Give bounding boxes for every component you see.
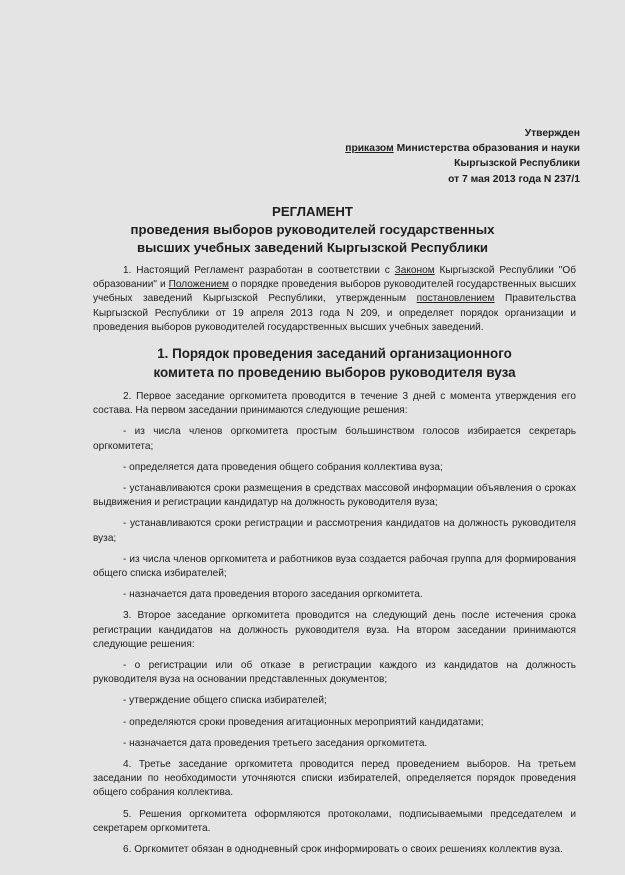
- list-item: - определяется дата проведения общего собрания коллектива вуза;: [123, 461, 443, 473]
- section-heading-line-2: комитета по проведению выборов руководителя вуза: [153, 365, 516, 381]
- approval-line-4: от 7 мая 2013 года N 237/1: [448, 173, 580, 185]
- list-item: - устанавливаются сроки регистрации и рассмотрения кандидатов на должность руководителя вуза;: [93, 518, 576, 544]
- approval-line-3: Кыргызской Республики: [454, 158, 580, 170]
- regulation-link[interactable]: Положением: [168, 279, 229, 291]
- paragraph-2: 2. Первое заседание оргкомитета проводится в течение 3 дней с момента утверждения его состава. На первом заседании принимаются следующие решения:: [93, 391, 576, 417]
- paragraph-6: 6. Оргкомитет обязан в однодневный срок информировать о своих решениях коллектив вуза.: [123, 844, 563, 856]
- intro-text-3: о порядке проведения выборов руководителей государственных высших учебных заведений Кыргызской Республики, утвержденным: [93, 279, 576, 305]
- paragraph-3: 3. Второе заседание оргкомитета проводится на следующий день после истечения срока регистрации кандидатов на должность руководителя вуза. На втором заседании принимаются следующие решения:: [93, 610, 576, 650]
- paragraph-5: 5. Решения оргкомитета оформляются протоколами, подписываемыми председателем и секретарем оргкомитета.: [93, 808, 576, 834]
- document-subtitle: [0, 221, 625, 257]
- order-link[interactable]: приказом: [345, 143, 394, 155]
- approval-line-2: [345, 141, 580, 156]
- list-item: - из числа членов оргкомитета и работников вуза создается рабочая группа для формирования общего списка избирателей;: [93, 553, 576, 580]
- list-item: - утверждение общего списка избирателей;: [123, 695, 327, 707]
- intro-text-4: Правительства Кыргызской Республики от 19 апреля 2013 года N 209, и определяет порядок организации и проведения выборов руководителей государственных высших учебных заведений.: [93, 293, 576, 333]
- intro-text-2: Кыргызской Республики "Об образовании" и: [93, 265, 576, 291]
- subtitle-line-1: проведения выборов руководителей государственных: [130, 222, 495, 237]
- section-1-heading: [93, 344, 576, 382]
- resolution-link[interactable]: постановлением: [416, 293, 495, 305]
- approval-line-1: Утвержден: [524, 128, 580, 139]
- list-item: - из числа членов оргкомитета простым большинством голосов избирается секретарь оргкомитета;: [93, 426, 576, 452]
- section-heading-line-1: 1. Порядок проведения заседаний организационного: [157, 346, 512, 362]
- intro-paragraph: [93, 264, 576, 335]
- approval-line-2-rest: Министерства образования и науки: [393, 143, 580, 155]
- document-body: [93, 264, 576, 864]
- list-item: - о регистрации или об отказе в регистрации каждого из кандидатов на должность руководителя вуза на основании представленных документов;: [93, 660, 576, 686]
- document-title: РЕГЛАМЕНТ: [272, 204, 353, 219]
- paragraph-4: 4. Третье заседание оргкомитета проводится перед проведением выборов. На третьем заседании по необходимости уточняются списки избирателей, определяется порядок проведения общего собрания коллектива.: [93, 759, 576, 799]
- list-item: - устанавливаются сроки размещения в средствах массовой информации объявления о сроках выдвижения и регистрации кандидатур на должность руководителя вуза;: [93, 483, 576, 509]
- subtitle-line-2: высших учебных заведений Кыргызской Республики: [136, 240, 489, 255]
- intro-text-1: 1. Настоящий Регламент разработан в соответствии с: [123, 265, 395, 276]
- list-item: - назначается дата проведения второго заседания оргкомитета.: [123, 589, 423, 601]
- approval-block: [345, 126, 580, 187]
- list-item: - назначается дата проведения третьего заседания оргкомитета.: [123, 737, 428, 749]
- law-link[interactable]: Законом: [394, 265, 435, 276]
- list-item: - определяются сроки проведения агитационных мероприятий кандидатами;: [123, 716, 484, 728]
